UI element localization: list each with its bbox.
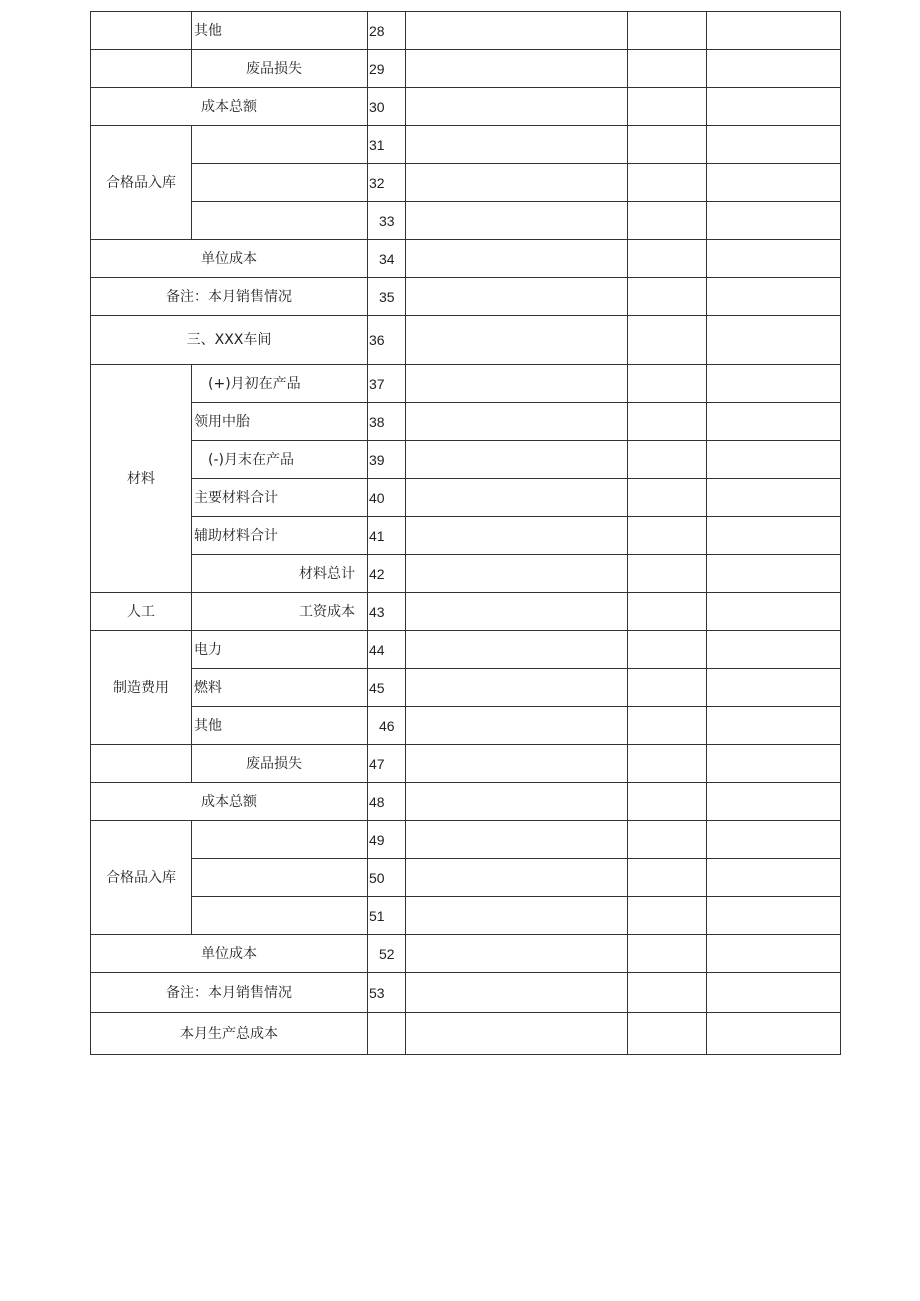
row-number — [368, 1013, 406, 1055]
row-number: 51 — [368, 897, 406, 935]
value-cell[interactable] — [707, 88, 841, 126]
value-cell[interactable] — [707, 897, 841, 935]
value-cell[interactable] — [628, 278, 707, 316]
value-cell[interactable] — [406, 517, 628, 555]
table-row — [91, 240, 841, 278]
value-cell[interactable] — [406, 441, 628, 479]
row-label: 材料总计 — [192, 555, 368, 593]
value-cell[interactable] — [628, 631, 707, 669]
value-cell[interactable] — [628, 935, 707, 973]
value-cell[interactable] — [628, 316, 707, 365]
value-cell[interactable] — [406, 316, 628, 365]
table-row — [91, 479, 841, 517]
value-cell[interactable] — [628, 164, 707, 202]
value-cell[interactable] — [628, 240, 707, 278]
table-row — [91, 517, 841, 555]
table-row — [91, 126, 841, 164]
table-row — [91, 441, 841, 479]
row-label: 备注：本月销售情况 — [91, 278, 368, 316]
value-cell[interactable] — [628, 897, 707, 935]
row-number: 46 — [368, 707, 406, 745]
row-number: 53 — [368, 973, 406, 1013]
value-cell[interactable] — [707, 707, 841, 745]
row-label: 本月生产总成本 — [91, 1013, 368, 1055]
value-cell[interactable] — [406, 783, 628, 821]
row-label: 单位成本 — [91, 240, 368, 278]
table-row — [91, 164, 841, 202]
value-cell[interactable] — [628, 517, 707, 555]
table-row — [91, 50, 841, 88]
value-cell[interactable] — [707, 479, 841, 517]
row-label — [192, 821, 368, 859]
row-label: 工资成本 — [192, 593, 368, 631]
row-label: 成本总额 — [91, 783, 368, 821]
row-number: 34 — [368, 240, 406, 278]
row-label: 主要材料合计 — [192, 479, 368, 517]
row-number: 44 — [368, 631, 406, 669]
value-cell[interactable] — [707, 631, 841, 669]
row-label: 领用中胎 — [192, 403, 368, 441]
row-number: 41 — [368, 517, 406, 555]
table-row — [91, 707, 841, 745]
value-cell[interactable] — [707, 1013, 841, 1055]
value-cell[interactable] — [628, 821, 707, 859]
table-row — [91, 593, 841, 631]
value-cell[interactable] — [628, 669, 707, 707]
value-cell[interactable] — [707, 365, 841, 403]
value-cell[interactable] — [406, 12, 628, 50]
row-number: 50 — [368, 859, 406, 897]
row-number: 39 — [368, 441, 406, 479]
row-number: 45 — [368, 669, 406, 707]
row-number: 32 — [368, 164, 406, 202]
value-cell[interactable] — [628, 403, 707, 441]
row-number: 47 — [368, 745, 406, 783]
value-cell[interactable] — [707, 316, 841, 365]
value-cell[interactable] — [707, 669, 841, 707]
value-cell[interactable] — [406, 631, 628, 669]
row-number: 28 — [368, 12, 406, 50]
value-cell[interactable] — [406, 365, 628, 403]
row-label — [192, 164, 368, 202]
table-row — [91, 555, 841, 593]
value-cell[interactable] — [406, 669, 628, 707]
table-row — [91, 821, 841, 859]
value-cell[interactable] — [707, 12, 841, 50]
row-number: 35 — [368, 278, 406, 316]
row-label: 燃料 — [192, 669, 368, 707]
row-label: 废品损失 — [192, 745, 368, 783]
value-cell[interactable] — [628, 365, 707, 403]
value-cell[interactable] — [406, 593, 628, 631]
value-cell[interactable] — [406, 164, 628, 202]
table-row — [91, 631, 841, 669]
group-cell — [91, 12, 192, 50]
value-cell[interactable] — [406, 479, 628, 517]
value-cell[interactable] — [406, 745, 628, 783]
value-cell[interactable] — [406, 859, 628, 897]
row-label: (+)月初在产品 — [192, 365, 368, 403]
row-label: 单位成本 — [91, 935, 368, 973]
value-cell[interactable] — [406, 88, 628, 126]
row-number: 29 — [368, 50, 406, 88]
value-cell[interactable] — [628, 707, 707, 745]
value-cell[interactable] — [406, 126, 628, 164]
table-row — [91, 88, 841, 126]
value-cell[interactable] — [628, 745, 707, 783]
row-label: 备注：本月销售情况 — [91, 973, 368, 1013]
value-cell[interactable] — [707, 859, 841, 897]
value-cell[interactable] — [707, 821, 841, 859]
row-label: 辅助材料合计 — [192, 517, 368, 555]
value-cell[interactable] — [406, 202, 628, 240]
row-label — [192, 897, 368, 935]
table-row — [91, 935, 841, 973]
table-row — [91, 745, 841, 783]
value-cell[interactable] — [406, 707, 628, 745]
value-cell[interactable] — [707, 126, 841, 164]
table-row — [91, 316, 841, 365]
value-cell[interactable] — [707, 278, 841, 316]
value-cell[interactable] — [406, 555, 628, 593]
value-cell[interactable] — [707, 593, 841, 631]
group-cell — [91, 50, 192, 88]
value-cell[interactable] — [707, 403, 841, 441]
group-label: 材料 — [91, 365, 192, 593]
value-cell[interactable] — [707, 745, 841, 783]
row-label — [192, 126, 368, 164]
table-row — [91, 12, 841, 50]
table-row — [91, 783, 841, 821]
value-cell[interactable] — [628, 441, 707, 479]
row-number: 40 — [368, 479, 406, 517]
value-cell[interactable] — [628, 12, 707, 50]
value-cell[interactable] — [707, 50, 841, 88]
value-cell[interactable] — [406, 50, 628, 88]
group-cell — [91, 745, 192, 783]
value-cell[interactable] — [406, 240, 628, 278]
table-row — [91, 973, 841, 1013]
value-cell[interactable] — [707, 240, 841, 278]
row-number: 48 — [368, 783, 406, 821]
row-label: 其他 — [192, 707, 368, 745]
row-label — [192, 202, 368, 240]
value-cell[interactable] — [406, 973, 628, 1013]
value-cell[interactable] — [707, 555, 841, 593]
row-number: 30 — [368, 88, 406, 126]
table-row — [91, 365, 841, 403]
value-cell[interactable] — [628, 593, 707, 631]
value-cell[interactable] — [406, 1013, 628, 1055]
value-cell[interactable] — [406, 935, 628, 973]
value-cell[interactable] — [707, 935, 841, 973]
value-cell[interactable] — [707, 202, 841, 240]
group-label: 合格品入库 — [91, 821, 192, 935]
value-cell[interactable] — [628, 859, 707, 897]
value-cell[interactable] — [707, 164, 841, 202]
row-number: 33 — [368, 202, 406, 240]
group-label: 制造费用 — [91, 631, 192, 745]
value-cell[interactable] — [628, 50, 707, 88]
group-label: 合格品入库 — [91, 126, 192, 240]
table-row — [91, 669, 841, 707]
value-cell[interactable] — [628, 1013, 707, 1055]
value-cell[interactable] — [628, 973, 707, 1013]
table-row — [91, 278, 841, 316]
row-number: 43 — [368, 593, 406, 631]
table-row — [91, 1013, 841, 1055]
value-cell[interactable] — [406, 821, 628, 859]
value-cell[interactable] — [707, 441, 841, 479]
group-label: 人工 — [91, 593, 192, 631]
row-label — [192, 859, 368, 897]
table-row — [91, 897, 841, 935]
cost-table — [90, 11, 841, 1055]
section-title: 三、XXX车间 — [91, 316, 368, 365]
table-row — [91, 202, 841, 240]
row-number: 38 — [368, 403, 406, 441]
row-number: 52 — [368, 935, 406, 973]
row-number: 31 — [368, 126, 406, 164]
row-number: 37 — [368, 365, 406, 403]
table-row — [91, 403, 841, 441]
value-cell[interactable] — [707, 973, 841, 1013]
value-cell[interactable] — [707, 783, 841, 821]
row-number: 42 — [368, 555, 406, 593]
row-label: (-)月末在产品 — [192, 441, 368, 479]
value-cell[interactable] — [628, 202, 707, 240]
row-label: 废品损失 — [192, 50, 368, 88]
row-label: 成本总额 — [91, 88, 368, 126]
value-cell[interactable] — [406, 897, 628, 935]
value-cell[interactable] — [628, 555, 707, 593]
row-label: 电力 — [192, 631, 368, 669]
value-cell[interactable] — [707, 517, 841, 555]
row-label: 其他 — [192, 12, 368, 50]
value-cell[interactable] — [406, 278, 628, 316]
row-number: 36 — [368, 316, 406, 365]
value-cell[interactable] — [628, 126, 707, 164]
value-cell[interactable] — [628, 88, 707, 126]
row-number: 49 — [368, 821, 406, 859]
value-cell[interactable] — [406, 403, 628, 441]
value-cell[interactable] — [628, 479, 707, 517]
value-cell[interactable] — [628, 783, 707, 821]
table-row — [91, 859, 841, 897]
